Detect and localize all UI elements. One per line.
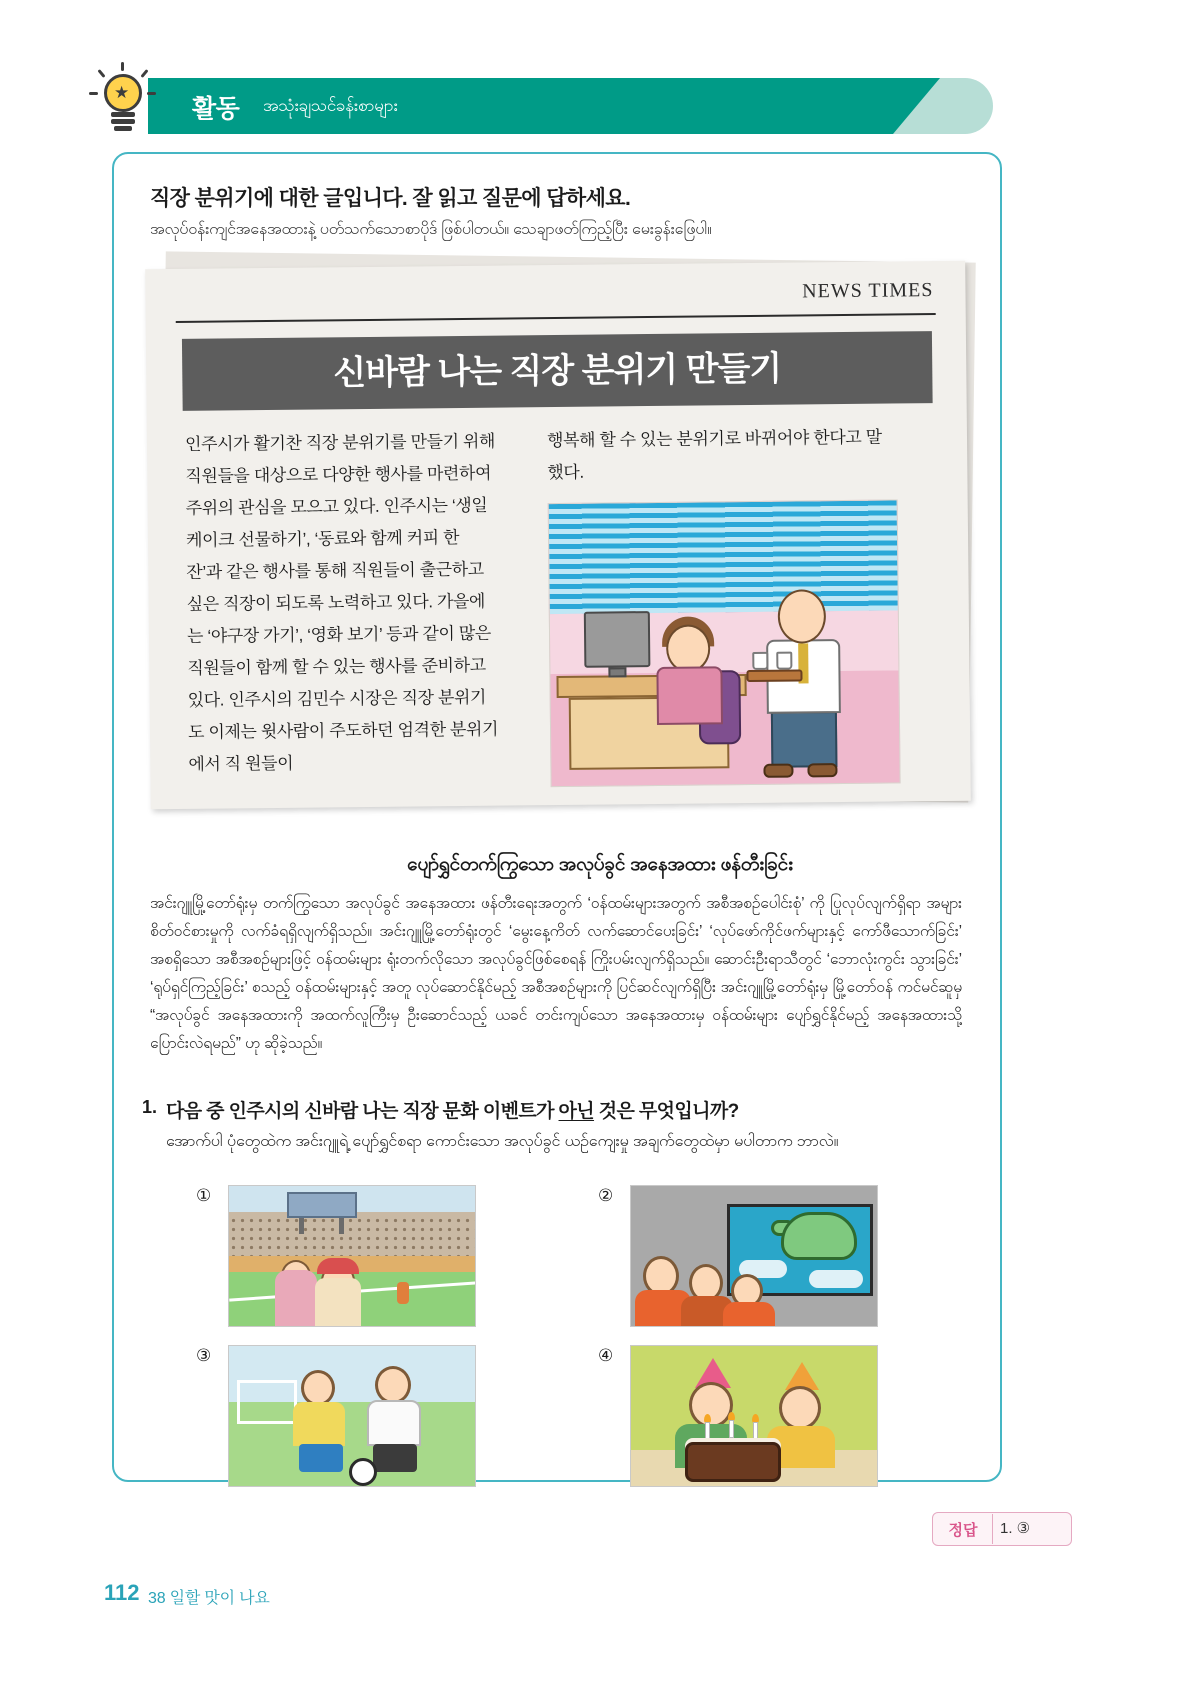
question-korean-part2: 것은 무엇입니까? bbox=[594, 1101, 739, 1122]
player-head bbox=[301, 1370, 335, 1406]
bulb-ray bbox=[97, 69, 105, 78]
coffee-cup-icon bbox=[776, 652, 792, 670]
baseball-player bbox=[397, 1282, 409, 1304]
option-label-1: ① bbox=[196, 1186, 212, 1205]
bulb-ray bbox=[147, 92, 156, 95]
footer-chapter-title: 38 일할 맛이 나요 bbox=[148, 1590, 270, 1607]
scoreboard-icon bbox=[287, 1192, 357, 1218]
cloud-shape bbox=[809, 1270, 863, 1288]
option-aquarium-movie[interactable] bbox=[630, 1185, 878, 1327]
soccer-ball-icon bbox=[349, 1458, 377, 1486]
window-blinds bbox=[549, 500, 898, 614]
answer-key-divider bbox=[992, 1514, 993, 1544]
newspaper-masthead: NEWS TIMES bbox=[802, 279, 934, 303]
newspaper-headline-box bbox=[182, 331, 933, 411]
spectator-body bbox=[275, 1270, 317, 1327]
spectator-body bbox=[315, 1278, 361, 1327]
answer-key-tag: 정답 bbox=[948, 1522, 978, 1539]
dinosaur-icon bbox=[781, 1212, 857, 1260]
seated-person-body bbox=[656, 666, 723, 725]
shoe bbox=[763, 764, 793, 778]
scoreboard-pole bbox=[339, 1218, 344, 1234]
question-korean-negative: 아닌 bbox=[558, 1101, 595, 1122]
newspaper-content bbox=[145, 261, 971, 810]
newspaper-sheet bbox=[145, 261, 971, 810]
option-baseball-stadium[interactable] bbox=[228, 1185, 476, 1327]
audience-body bbox=[723, 1302, 775, 1327]
party-person-head bbox=[779, 1386, 821, 1430]
option-label-2: ② bbox=[598, 1186, 614, 1205]
instruction-korean: 직장 분위기에 대한 글입니다. 잘 읽고 질문에 답하세요. bbox=[150, 187, 631, 210]
question-korean bbox=[166, 1096, 739, 1123]
banner-background-dark bbox=[148, 78, 893, 134]
question-korean-part1: 다음 중 인주시의 신바람 나는 직장 문화 이벤트가 bbox=[166, 1101, 559, 1122]
bulb-base bbox=[114, 126, 132, 131]
newspaper-column-right: 행복해 할 수 있는 분위기로 바뀌어야 한다고 말했다. bbox=[546, 427, 882, 483]
party-person-head bbox=[689, 1382, 733, 1428]
page-number: 112 bbox=[104, 1580, 140, 1605]
lightbulb-icon bbox=[92, 62, 154, 140]
bulb-base bbox=[111, 112, 135, 117]
newspaper-clipping bbox=[140, 255, 980, 815]
banner-subtitle: အသုံးချသင်ခန်းစာများ bbox=[263, 96, 398, 115]
newspaper-column-left: 인주시가 활기찬 직장 분위기를 만들기 위해 직원들을 대상으로 다양한 행사를 마련하여 주위의 관심을 모으고 있다. 인주시는 ‘생일 케이크 선물하기’, ‘동료와 함께 커피 한 잔’과 같은 행사를 통해 직원들이 출근하고 싶은 직장이 되도록 노력하고 있다. 가을에는 ‘야구장 가기’, ‘영화 보기’ 등과 같이 많은 직원들이 함께 할 수 있는 행사를 준비하고 있다. 인주시의 김민수 시장은 직장 분위기도 이제는 윗사람이 주도하던 엄격한 분위기에서 직 원들이 bbox=[184, 431, 499, 774]
candle bbox=[729, 1420, 734, 1438]
myanmar-article-body: အင်းဂျူမြို့တော်ရုံးမှ တက်ကြွသော အလုပ်ခွင် အနေအထား ဖန်တီးရေးအတွက် ‘ဝန်ထမ်းများအတွက် အစီအစဉ်ပေါင်းစုံ’ ကို ပြုလုပ်လျက်ရှိရာ အများစိတ်ဝင်စားမှုကို လက်ခံရရှိလျက်ရှိသည်။ အင်းဂျူမြို့တော်ရုံးတွင် ‘မွေးနေ့ကိတ် လက်ဆောင်ပေးခြင်း’ ‘လုပ်ဖော်ကိုင်ဖက်များနှင့် ကော်ဖီသောက်ခြင်း’ အစရှိသော အစီအစဉ်များဖြင့် ဝန်ထမ်းများ ရုံးတက်လိုသော အလုပ်ခွင်ဖြစ်စေရန် ကြိုးပမ်းလျက်ရှိသည်။ ဆောင်းဦးရာသီတွင် ‘ဘောလုံးကွင်း သွားခြင်း’ ‘ရုပ်ရှင်ကြည့်ခြင်း’ စသည့် ဝန်ထမ်းများနှင့် အတူ လုပ်ဆောင်နိုင်မည့် အစီအစဉ်များကို ပြင်ဆင်လျက်ရှိပြီး အင်းဂျူမြို့တော်ရုံးမှ မြို့တော်ဝန် ကင်မင်ဆူမှ “အလုပ်ခွင် အနေအထားကို အထက်လူကြီးမှ ဦးဆောင်သည့် ယခင် တင်းကျပ်သော အနေအထားမှ ဝန်ထမ်းများ ပျော်ရွှင်နိုင်မည့် အနေအထားသို့ ပြောင်းလဲရမည်” ဟု ဆိုခဲ့သည်။ bbox=[150, 895, 962, 1052]
question-number: 1. bbox=[142, 1097, 158, 1117]
stadium-crowd bbox=[229, 1216, 476, 1258]
newspaper-headline: 신바람 나는 직장 분위기 만들기 bbox=[333, 349, 782, 393]
player-body bbox=[293, 1402, 345, 1446]
option-birthday-cake[interactable] bbox=[630, 1345, 878, 1487]
standing-person-head bbox=[778, 589, 827, 643]
option-soccer-match[interactable] bbox=[228, 1345, 476, 1487]
standing-person-legs bbox=[771, 711, 838, 768]
player-legs bbox=[373, 1444, 417, 1472]
star-icon: ★ bbox=[114, 83, 130, 102]
bulb-ray bbox=[140, 69, 148, 78]
answer-key-value: 1. ③ bbox=[1000, 1520, 1031, 1537]
birthday-cake-icon bbox=[685, 1442, 781, 1482]
monitor-icon bbox=[584, 611, 651, 668]
myanmar-article-title: ပျော်ရွှင်တက်ကြွသော အလုပ်ခွင် အနေအထား ဖန်တီးခြင်း bbox=[407, 854, 793, 875]
player-body bbox=[367, 1400, 421, 1446]
player-head bbox=[375, 1366, 411, 1404]
option-label-4: ④ bbox=[598, 1346, 614, 1365]
monitor-stand bbox=[608, 667, 626, 677]
instruction-myanmar: အလုပ်ဝန်းကျင်အနေအထားနဲ့ ပတ်သက်သောစာပိုဒ် ဖြစ်ပါတယ်။ သေချာဖတ်ကြည့်ပြီး မေးခွန်းဖြေပါ။ bbox=[150, 221, 712, 238]
scoreboard-pole bbox=[299, 1218, 304, 1234]
shoe bbox=[807, 763, 837, 777]
question-myanmar: အောက်ပါ ပုံတွေထဲက အင်းဂျူရဲ့ ပျော်ရွှင်စရာ ကောင်းသော အလုပ်ခွင် ယဉ်ကျေးမှု အချက်တွေထဲမှာ မပါတာက ဘာလဲ။ bbox=[166, 1133, 839, 1150]
serving-tray bbox=[746, 669, 802, 682]
newspaper-rule bbox=[176, 313, 936, 323]
player-legs bbox=[299, 1444, 343, 1472]
banner-title: 활동 bbox=[192, 95, 240, 123]
bulb-ray bbox=[89, 92, 98, 95]
activity-banner bbox=[148, 78, 993, 134]
option-label-3: ③ bbox=[196, 1346, 212, 1365]
soccer-goal-icon bbox=[237, 1380, 297, 1424]
baseball-cap-icon bbox=[317, 1258, 359, 1274]
bulb-base bbox=[111, 119, 135, 124]
bulb-ray bbox=[121, 62, 124, 71]
coffee-cup-icon bbox=[752, 652, 768, 670]
office-coffee-illustration bbox=[548, 499, 901, 787]
